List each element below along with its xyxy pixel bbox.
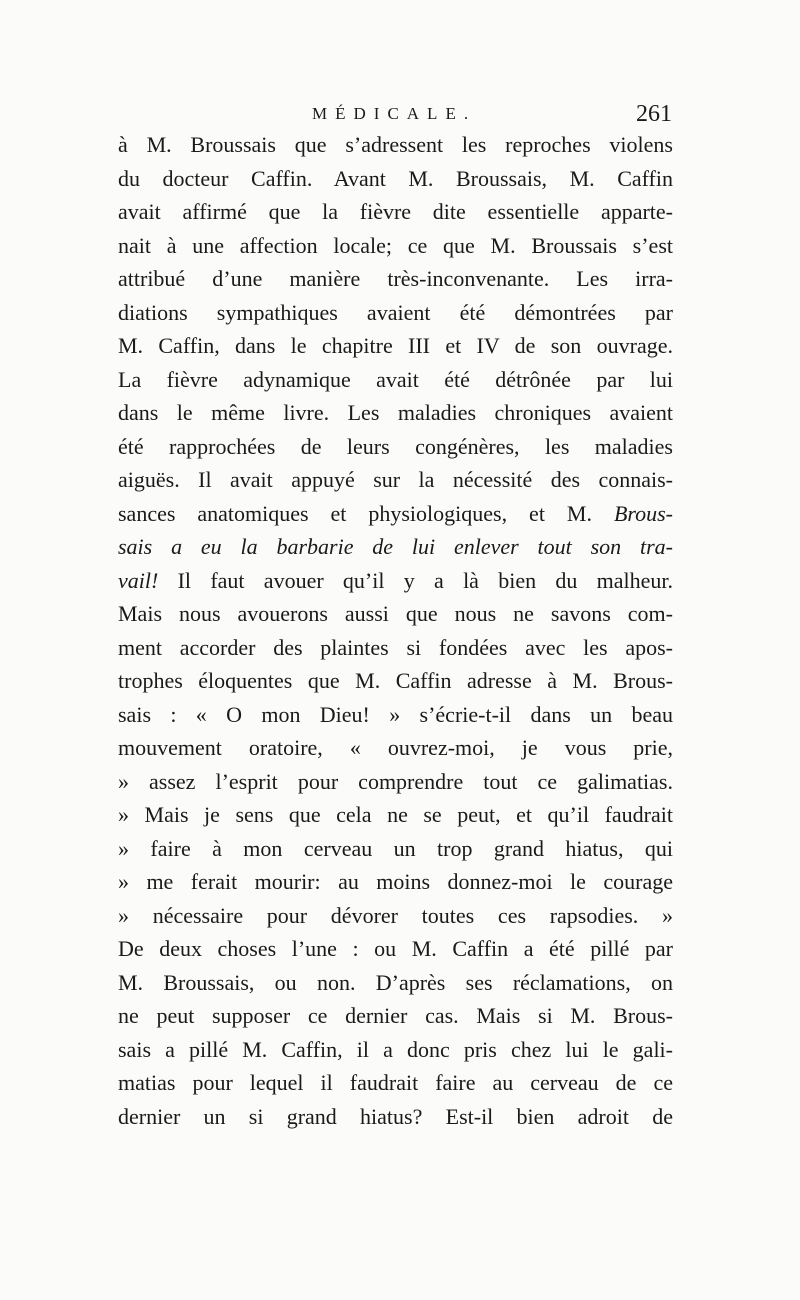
text-line: diations sympathiques avaient été démontrées par: [118, 299, 673, 325]
text-line: De deux choses l’une : ou M. Caffin a été pillé par: [118, 936, 673, 961]
running-head: MÉDICALE.: [312, 104, 477, 123]
text-line: sais : « O mon Dieu! » s’écrie-t-il dans un beau: [118, 701, 673, 727]
text-line: mouvement oratoire, « ouvrez-moi, je vous prie,: [118, 735, 673, 760]
italic-line: sais a eu la barbarie de lui enlever tout son tra-: [118, 534, 673, 559]
text-line: nait à une affection locale; ce que M. Broussais s’est: [118, 232, 673, 258]
text-line: matias pour lequel il faudrait faire au cerveau de ce: [118, 1070, 673, 1095]
text-line: [118, 497, 673, 531]
text-line: du docteur Caffin. Avant M. Broussais, M. Caffin: [118, 165, 673, 191]
text-line: avait affirmé que la fièvre dite essentielle apparte-: [118, 199, 673, 224]
text-line: dernier un si grand hiatus? Est-il bien adroit de: [118, 1103, 673, 1129]
text-line: La fièvre adynamique avait été détrônée par lui: [118, 366, 673, 392]
text-line: [118, 564, 673, 598]
text-line: » faire à mon cerveau un trop grand hiatus, qui: [118, 835, 673, 861]
page-number: 261: [636, 101, 672, 127]
text-line: été rapprochées de leurs congénères, les maladies: [118, 433, 673, 459]
italic-segment: Brous-: [613, 500, 674, 526]
text-line: dans le même livre. Les maladies chroniques avaient: [118, 400, 673, 425]
text-line: à M. Broussais que s’adressent les reproches violens: [118, 132, 673, 157]
text-line: ment accorder des plaintes si fondées avec les apos-: [118, 634, 673, 660]
text-line: M. Caffin, dans le chapitre III et IV de son ouvrage.: [118, 333, 673, 358]
text-line: » assez l’esprit pour comprendre tout ce galimatias.: [118, 768, 673, 794]
text-line: attribué d’une manière très-inconvenante. Les irra-: [118, 266, 673, 291]
text-line: M. Broussais, ou non. D’après ses réclamations, on: [118, 969, 673, 995]
text-segment: Il faut avouer qu’il y a là bien du malheur.: [177, 567, 674, 593]
page-header: [115, 97, 672, 131]
text-line: » nécessaire pour dévorer toutes ces rapsodies. »: [118, 902, 673, 928]
text-line: Mais nous avouerons aussi que nous ne savons com-: [118, 601, 673, 626]
body-text: [118, 128, 673, 1133]
text-line: trophes éloquentes que M. Caffin adresse à M. Brous-: [118, 668, 673, 693]
italic-segment: vail!: [118, 567, 159, 593]
text-line: » me ferait mourir: au moins donnez-moi le courage: [118, 869, 673, 894]
text-line: sais a pillé M. Caffin, il a donc pris chez lui le gali-: [118, 1036, 673, 1062]
text-segment: sances anatomiques et physiologiques, et M.: [118, 500, 592, 526]
text-line: » Mais je sens que cela ne se peut, et qu’il faudrait: [118, 802, 673, 827]
text-line: aiguës. Il avait appuyé sur la nécessité des connais-: [118, 467, 673, 492]
text-line: ne peut supposer ce dernier cas. Mais si M. Brous-: [118, 1003, 673, 1028]
